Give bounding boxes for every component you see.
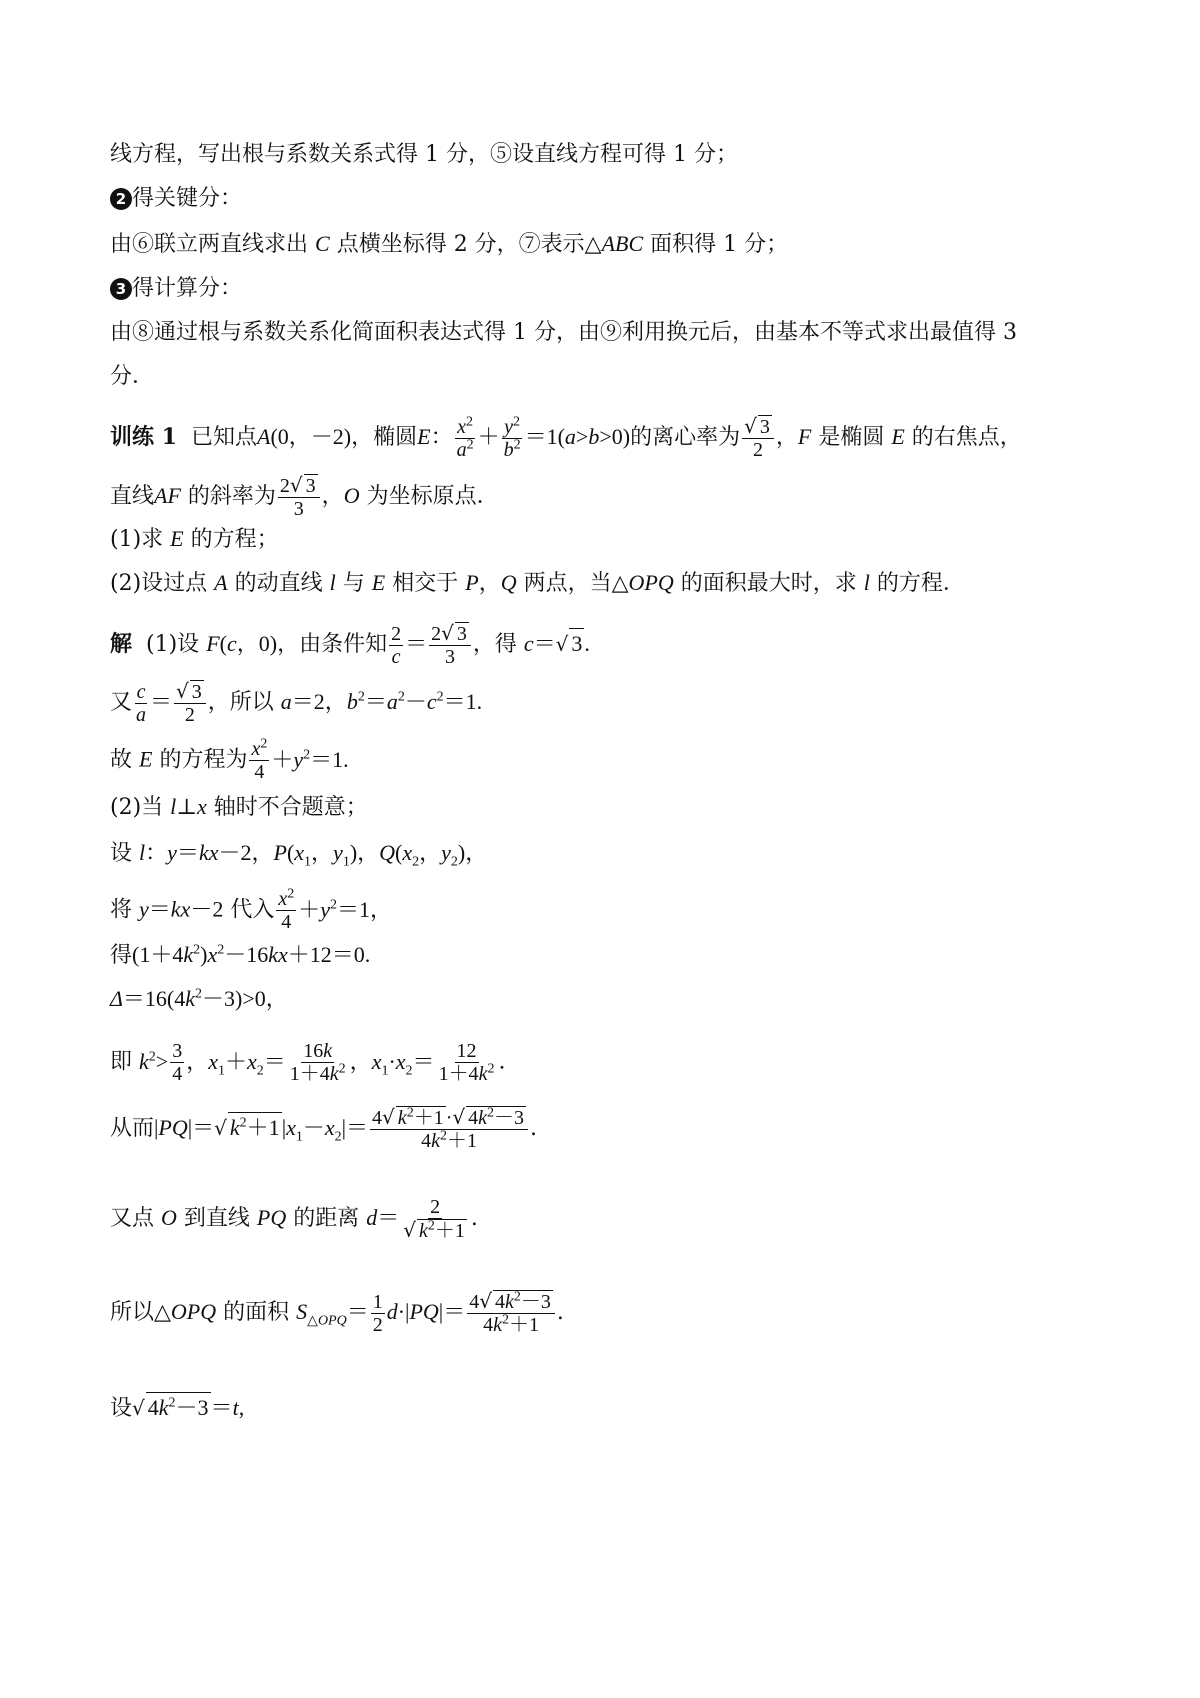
section-heading: 2 得关键分： (110, 184, 242, 214)
circled-number: 3 (110, 278, 132, 300)
text-line: 由⑧通过根与系数关系化简面积表达式得 1 分，由⑨利用换元后，由基本不等式求出最值得 3 (110, 320, 1017, 345)
solution-line: 故 E 的方程为 $\frac{x^2}{4}$ $+y^2=1$. (110, 736, 349, 783)
question-1: (1)求 E 的方程； (110, 526, 279, 552)
solution-line: 解 (1)设 F(c，0)，由条件知 $\frac{2}{c}$ ＝ $\frac{2√ 3}{3}$ ，得 c＝√ 3. (110, 621, 590, 668)
solution-line: 所以△OPQ 的面积 $S_{\triangle OPQ}=$ $\frac{1}{2}$ d·|PQ|＝ $\frac{4√ 4k^2-3}{4k^2+1}$ . (110, 1289, 564, 1336)
solution-line: (2)当 l⊥x 轴时不合题意； (110, 794, 368, 820)
section-heading: 3 得计算分： (110, 274, 242, 304)
solution-line: 得$(1+4k^2)x^2-16kx+12=0$. (110, 942, 371, 968)
text-line: 由⑥联立两直线求出 C 点横坐标得 2 分，⑦表示△ABC 面积得 1 分； (110, 231, 789, 257)
solution-line: 设√ $4k^2-3=t$, (110, 1392, 244, 1424)
solution-line: 又点 O 到直线 PQ 的距离 d＝ $\frac{2}{√ k^2+1}$ . (110, 1196, 478, 1242)
text-line: 线方程，写出根与系数关系式得 1 分，⑤设直线方程可得 1 分； (110, 142, 738, 167)
text-line: 分． (110, 364, 155, 389)
solution-line: $\Delta=16(4k^2-3)>0$， (110, 986, 288, 1011)
solution-line: 将 y＝kx－2 代入 $\frac{x^2}{4}$ $+y^2=1$， (110, 886, 393, 933)
question-2: (2)设过点 A 的动直线 l 与 E 相交于 P，Q 两点，当△OPQ 的面积最大时，求 l 的方程． (110, 570, 965, 596)
solution-line: 从而|PQ|＝√ $k^2+1|x_1-x_2|=$ $\frac{4√ k^2+1 \cdot√ 4k^2-3}{4k^2+1}$ . (110, 1105, 537, 1152)
text-line: 直线AF 的斜率为 $\frac{2√ 3}{3}$ ，O 为坐标原点． (110, 473, 499, 520)
solution-line: 设 l：y＝kx－2，$P(x_1$，$y_1$)，$Q(x_2$，$y_2$)， (110, 840, 488, 870)
circled-number: 2 (110, 188, 132, 210)
exercise-statement: 训练 1 已知点A(0，－2)，椭圆E： $\frac{x^2}{a^2}$ ＋ $\frac{y^2}{b^2}$ ＝1(a>b>0)的离心率为 $\frac{√ 3}{2}$ ，F 是椭圆 E 的右焦点， (110, 413, 1022, 461)
solution-line: 又 $\frac{c}{a}$ ＝ $\frac{√ 3}{2}$ ，所以 a＝2，$b^2=a^2-c^2=1$. (110, 679, 483, 726)
solution-line: 即 $k^2>$ $\frac{3}{4}$ ，$x_1+x_2=$ $\frac{16k}{1+4k^2}$ ，$x_1\cdot x_2=$ $\frac{12}{1+4k^2}$ . (110, 1040, 506, 1085)
